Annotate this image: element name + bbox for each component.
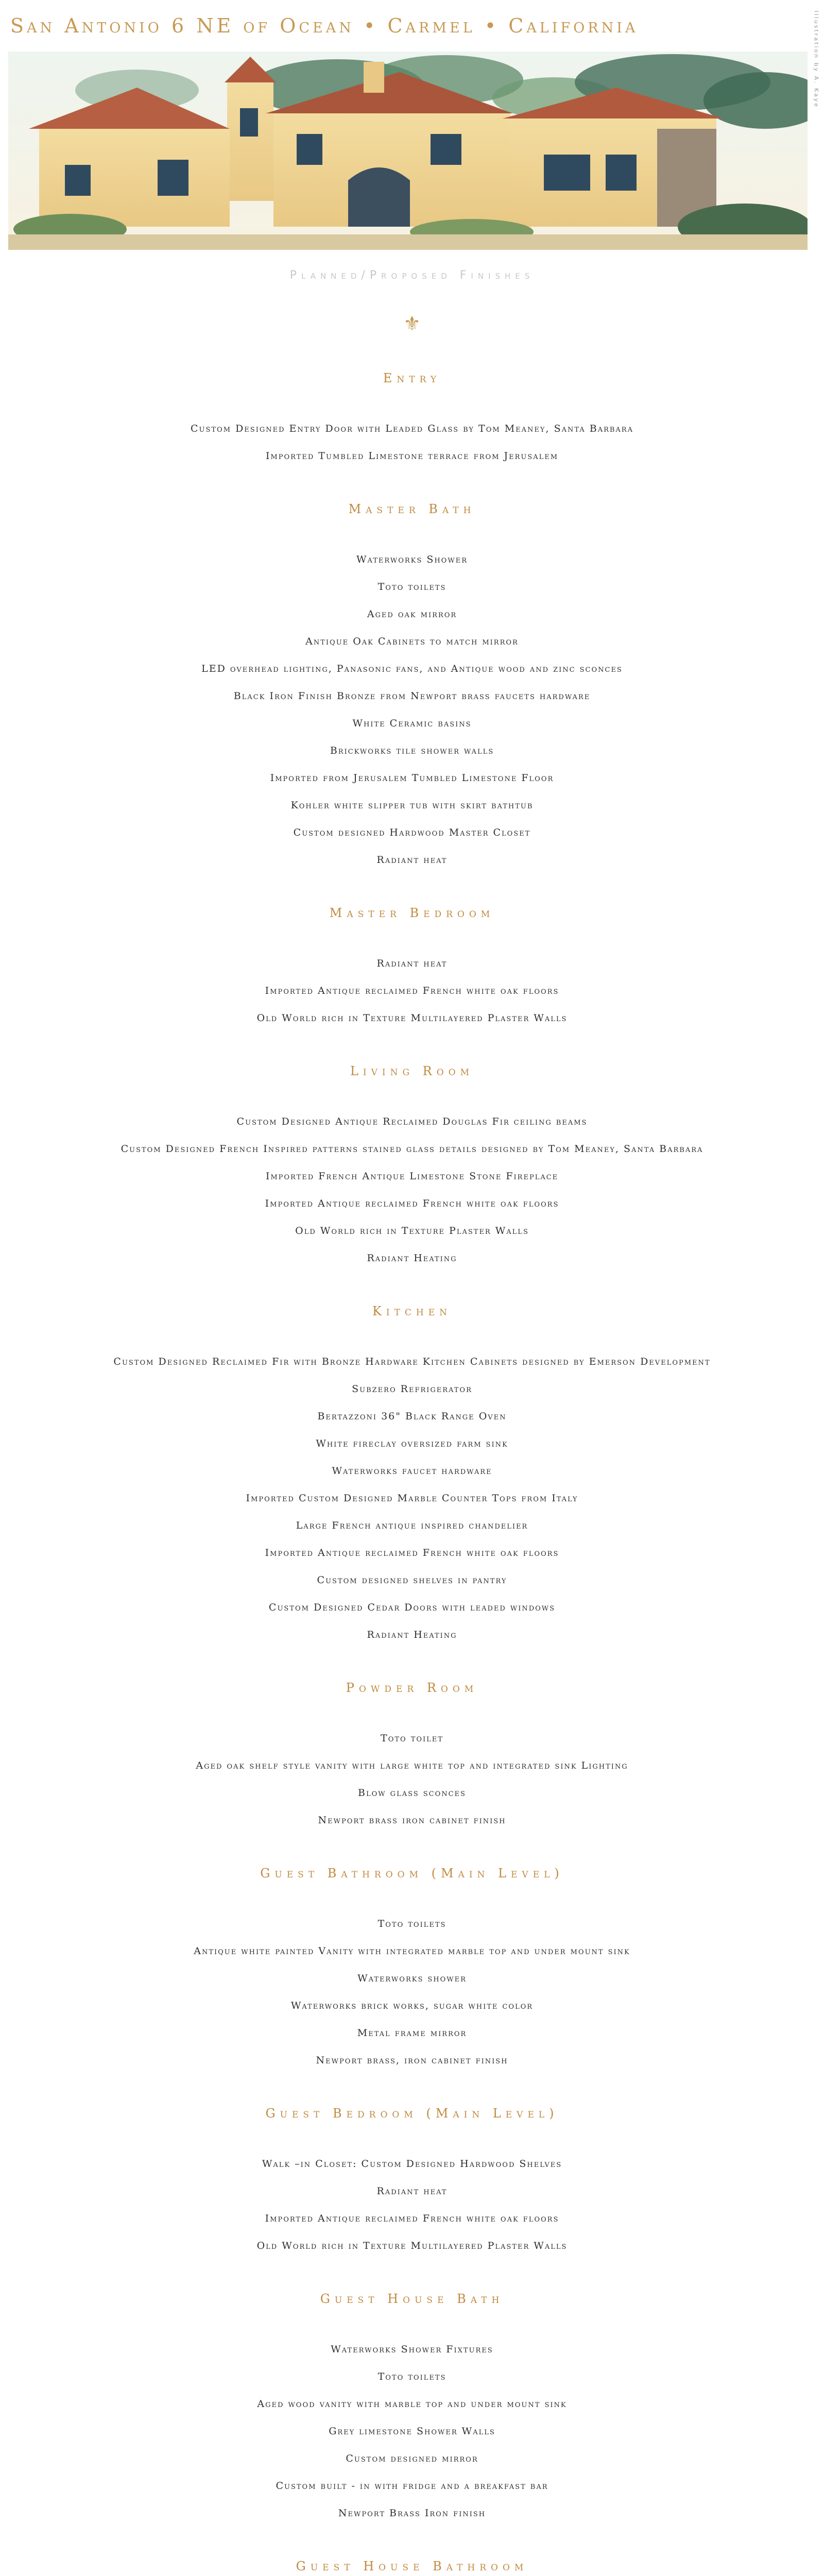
finish-item: Toto toilets <box>377 1918 447 1929</box>
finish-item: Custom designed Hardwood Master Closet <box>293 827 531 838</box>
finish-section <box>0 1681 824 1834</box>
finish-item: Antique white painted Vanity with integrated marble top and under mount sink <box>194 1945 630 1957</box>
finish-item: Radiant heat <box>376 854 448 866</box>
finish-section <box>0 371 824 470</box>
finish-item: Imported Antique reclaimed French white oak floors <box>265 1547 559 1558</box>
finish-item: Imported French Antique Limestone Stone Fireplace <box>265 1171 559 1182</box>
finish-item: Custom designed mirror <box>346 2453 478 2464</box>
section-title: Kitchen <box>372 1304 452 1318</box>
section-title: Guest House Bathroom <box>296 2559 528 2573</box>
fleur-de-lis-icon: ⚜ <box>403 312 421 335</box>
page-header <box>0 0 824 49</box>
finish-item: Toto toilets <box>377 2371 447 2382</box>
finish-item: Grey limestone Shower Walls <box>329 2426 495 2437</box>
finish-item: LED overhead lighting, Panasonic fans, and Antique wood and zinc sconces <box>201 663 623 674</box>
section-title: Master Bath <box>348 502 476 516</box>
finish-item: Imported Tumbled Limestone terrace from Jerusalem <box>265 450 559 462</box>
page-subtitle: Planned/Proposed Finishes <box>289 269 535 282</box>
finish-item: Custom Designed Entry Door with Leaded Glass by Tom Meaney, Santa Barbara <box>190 423 633 434</box>
finish-item: Metal frame mirror <box>357 2027 467 2039</box>
finish-item: White Ceramic basins <box>352 718 472 729</box>
finish-item: Large French antique inspired chandelier <box>296 1520 528 1531</box>
finish-section <box>0 1866 824 2074</box>
finish-item: Newport brass iron cabinet finish <box>318 1815 506 1826</box>
finish-item: Waterworks shower <box>357 1973 467 1984</box>
finish-item: Custom Designed Reclaimed Fir with Bronze Hardware Kitchen Cabinets designed by Emerson Development <box>113 1356 711 1367</box>
finish-item: Custom designed shelves in pantry <box>317 1574 507 1586</box>
finish-item: Imported Custom Designed Marble Counter Tops from Italy <box>246 1493 578 1504</box>
illustration-credit: Illustration by A. Kaye <box>813 10 820 108</box>
finish-section <box>0 2292 824 2527</box>
finish-item: Newport Brass Iron finish <box>338 2507 486 2519</box>
section-title: Guest House Bath <box>320 2292 504 2306</box>
finish-item: Aged oak shelf style vanity with large white top and integrated sink Lighting <box>196 1760 628 1771</box>
finish-item: Kohler white slipper tub with skirt bathtub <box>290 800 534 811</box>
finish-item: Imported from Jerusalem Tumbled Limestone Floor <box>270 772 554 784</box>
finish-section <box>0 2106 824 2260</box>
finish-item: Imported Antique reclaimed French white oak floors <box>265 2213 559 2224</box>
finish-item: Imported Antique reclaimed French white oak floors <box>265 985 559 996</box>
finish-item: Black Iron Finish Bronze from Newport brass faucets hardware <box>233 690 591 702</box>
finish-item: Walk –in Closet: Custom Designed Hardwood Shelves <box>262 2158 562 2170</box>
section-title: Entry <box>383 371 441 385</box>
finish-item: Waterworks Shower Fixtures <box>331 2344 493 2355</box>
finish-item: Newport brass, iron cabinet finish <box>316 2055 508 2066</box>
house-illustration <box>8 52 808 250</box>
finish-item: Old World rich in Texture Plaster Walls <box>295 1225 529 1236</box>
finish-item: Toto toilets <box>377 581 447 592</box>
finish-item: Aged oak mirror <box>367 608 457 620</box>
finish-item: Waterworks Shower <box>356 554 468 565</box>
finish-item: Radiant heat <box>376 2185 448 2197</box>
house-illustration-drawing <box>8 52 808 250</box>
finish-item: Toto toilet <box>381 1733 443 1744</box>
finish-item: Brickworks tile shower walls <box>330 745 494 756</box>
finish-item: Radiant Heating <box>367 1629 457 1640</box>
finish-item: Imported Antique reclaimed French white oak floors <box>265 1198 559 1209</box>
section-title: Living Room <box>350 1064 474 1078</box>
site-title: San Antonio 6 NE of Ocean • Carmel • California <box>10 14 639 37</box>
finish-item: Radiant heat <box>376 958 448 969</box>
finish-item: Subzero Refrigerator <box>352 1383 472 1395</box>
finish-item: Bertazzoni 36" Black Range Oven <box>317 1411 507 1422</box>
section-title: Guest Bathroom (Main Level) <box>260 1866 564 1880</box>
finish-section <box>0 1064 824 1272</box>
finish-section <box>0 1304 824 1649</box>
finish-item: Custom Designed French Inspired patterns stained glass details designed by Tom Meaney, Santa Barbara <box>121 1143 703 1155</box>
section-title: Guest Bedroom (Main Level) <box>265 2106 559 2121</box>
section-title: Powder Room <box>346 1681 478 1695</box>
finish-item: Old World rich in Texture Multilayered Plaster Walls <box>256 2240 568 2251</box>
finish-section <box>0 2559 824 2576</box>
finish-section <box>0 502 824 874</box>
finish-item: Custom Designed Antique Reclaimed Douglas Fir ceiling beams <box>236 1116 588 1127</box>
finish-section <box>0 906 824 1032</box>
finish-item: Aged wood vanity with marble top and under mount sink <box>257 2398 567 2410</box>
finish-item: Antique Oak Cabinets to match mirror <box>305 636 519 647</box>
finish-item: White fireclay oversized farm sink <box>316 1438 508 1449</box>
finish-item: Blow glass sconces <box>358 1787 466 1799</box>
section-title: Master Bedroom <box>329 906 495 920</box>
finish-item: Old World rich in Texture Multilayered Plaster Walls <box>256 1012 568 1024</box>
finish-item: Radiant Heating <box>367 1252 457 1264</box>
finish-item: Waterworks faucet hardware <box>332 1465 492 1477</box>
finishes-list <box>0 371 824 2576</box>
finish-item: Custom built - in with fridge and a breakfast bar <box>276 2480 548 2492</box>
finish-item: Custom Designed Cedar Doors with leaded windows <box>268 1602 556 1613</box>
finish-item: Waterworks brick works, sugar white color <box>290 2000 534 2011</box>
